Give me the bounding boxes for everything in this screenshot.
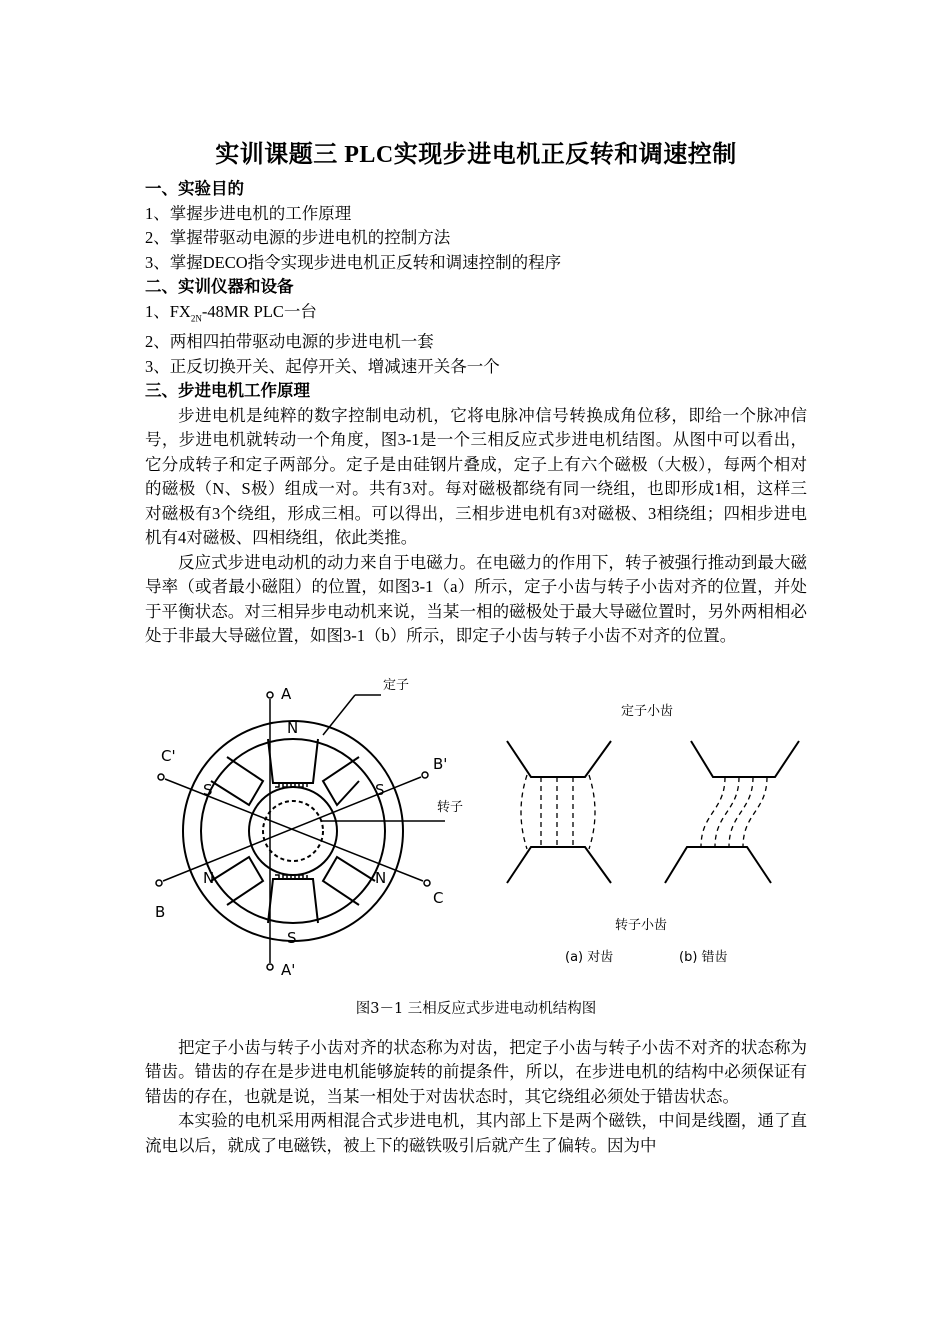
list-item: 1、掌握步进电机的工作原理	[145, 203, 352, 223]
section-heading-equipment: 二、实训仪器和设备	[145, 277, 294, 296]
pole-label-N: N	[203, 868, 215, 887]
pole-label-S: S	[287, 928, 297, 947]
list-item-prefix: 1、FX	[145, 301, 191, 321]
stator-outer-ring	[183, 718, 403, 941]
label-C-prime: C'	[161, 746, 176, 765]
misaligned-label: (b) 错齿	[679, 949, 728, 965]
rotor-teeth-label: 转子小齿	[615, 917, 668, 933]
section-heading-principle: 三、步进电机工作原理	[145, 381, 310, 401]
document-title: 实训课题三 PLC实现步进电机正反转和调速控制	[215, 142, 737, 168]
pole-label-S: S	[203, 780, 213, 799]
document-page	[145, 128, 807, 1158]
teeth-diagrams	[507, 741, 799, 883]
rotor-inner-dashed	[263, 801, 323, 861]
label-A-prime: A'	[281, 960, 296, 979]
body-paragraph: 反应式步进电动机的动力来自于电磁力。在电磁力的作用下，转子被强行推动到最大磁导率（或者最小磁阻）的位置，如图3-1（a）所示，定子小齿与转子小齿对齐的位置，并处于平衡状态。对三相异步电动机来说，当某一相的磁极处于最大导磁位置时，另外两相相必处于非最大导磁位置，如图3-1（b）所示，即定子小齿与转子小齿不对齐的位置。	[145, 552, 807, 646]
stator-label: 定子	[383, 677, 410, 693]
section-heading-purpose: 一、实验目的	[145, 179, 244, 198]
stator-inner-ring	[201, 739, 385, 923]
stator-teeth-label: 定子小齿	[621, 703, 674, 719]
list-item: 3、掌握DECO指令实现步进电机正反转和调速控制的程序	[145, 252, 562, 272]
label-A: A	[281, 684, 292, 703]
motor-structure-figure	[145, 671, 807, 991]
pole-label-S: S	[375, 780, 385, 799]
stator-poles	[211, 739, 375, 923]
label-C: C	[433, 888, 444, 907]
pole-label-N: N	[375, 868, 387, 887]
body-paragraph: 把定子小齿与转子小齿对齐的状态称为对齿，把定子小齿与转子小齿不对齐的状态称为错齿。错齿的存在是步进电机能够旋转的前提条件，所以，在步进电机的结构中必须保证有错齿的存在，也就是说，当某一相处于对齿状态时，其它绕组必须处于错齿状态。	[145, 1037, 807, 1106]
label-B-prime: B'	[433, 754, 448, 773]
body-paragraph: 步进电机是纯粹的数字控制电动机，它将电脉冲信号转换成角位移，即给一个脉冲信号，步进电机就转动一个角度，图3-1是一个三相反应式步进电机结图。从图中可以看出，它分成转子和定子两部分。定子是由硅钢片叠成，定子上有六个磁极（大极），每两个相对的磁极（N、S极）组成一对。共有3对。每对磁极都绕有同一绕组，也即形成1相，这样三对磁极有3个绕组，形成三相。可以得出，三相步进电机有3对磁极、3相绕组；四相步进电机有4对磁极、四相绕组，依此类推。	[145, 405, 807, 548]
aligned-label: (a) 对齿	[565, 949, 614, 965]
list-item-subscript: 2N	[190, 312, 202, 323]
list-item: 2、两相四拍带驱动电源的步进电机一套	[145, 332, 434, 352]
pole-label-N: N	[287, 718, 299, 737]
label-B: B	[155, 902, 166, 921]
list-item-suffix: -48MR PLC一台	[201, 301, 317, 321]
figure-caption: 图3－1 三相反应式步进电动机结构图	[355, 1000, 597, 1017]
body-paragraph: 本实验的电机采用两相混合式步进电机，其内部上下是两个磁铁，中间是线圈，通了直流电以后，就成了电磁铁，被上下的磁铁吸引后就产生了偏转。因为中	[145, 1111, 807, 1155]
motor-diagram-svg	[145, 671, 807, 991]
list-item: 2、掌握带驱动电源的步进电机的控制方法	[145, 228, 451, 247]
list-item	[145, 300, 807, 331]
list-item: 3、正反切换开关、起停开关、增减速开关各一个	[145, 356, 500, 376]
rotor-label: 转子	[437, 799, 464, 815]
